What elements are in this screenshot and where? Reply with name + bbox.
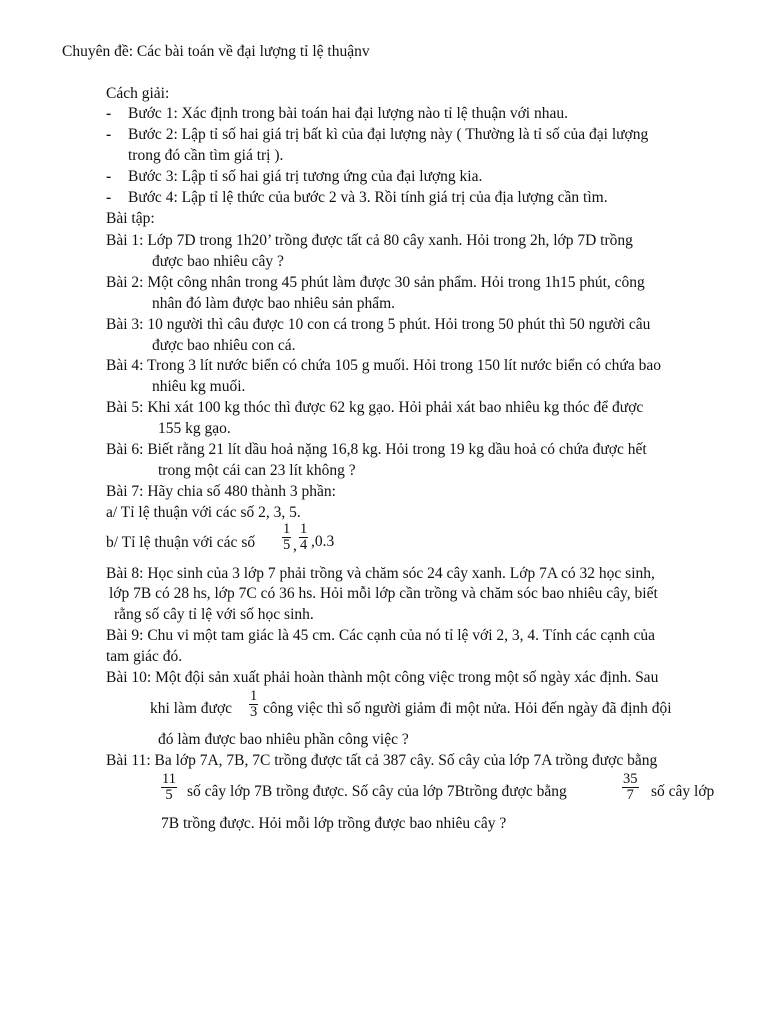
fraction-numerator: 1 xyxy=(250,688,258,704)
bullet-dash: - xyxy=(106,168,112,185)
exercise-1-line-1: Bài 1: Lớp 7D trong 1h20’ trồng được tất cả 80 cây xanh. Hỏi trong 2h, lớp 7D trồng xyxy=(106,232,633,249)
fraction-denominator: 5 xyxy=(283,537,291,553)
exercise-11-line-2-end: số cây lớp xyxy=(651,783,715,800)
exercise-1-line-2: được bao nhiêu cây ? xyxy=(152,253,284,270)
exercise-3-line-1: Bài 3: 10 người thì câu được 10 con cá trong 5 phút. Hỏi trong 50 phút thì 50 người câu xyxy=(106,316,651,333)
bullet-dash: - xyxy=(106,189,112,206)
exercise-8-line-1: Bài 8: Học sinh của 3 lớp 7 phải trồng và chăm sóc 24 cây xanh. Lớp 7A có 32 học sinh, xyxy=(106,565,655,582)
step-1: Bước 1: Xác định trong bài toán hai đại lượng nào tỉ lệ thuận với nhau. xyxy=(128,105,568,122)
exercise-7-line-1: Bài 7: Hãy chia số 480 thành 3 phần: xyxy=(106,483,336,500)
separator-comma: , xyxy=(293,537,297,554)
fraction-denominator: 3 xyxy=(250,704,258,720)
exercise-7-part-a: a/ Tỉ lệ thuận với các số 2, 3, 5. xyxy=(106,504,301,521)
exercise-5-line-2: 155 kg gạo. xyxy=(158,420,231,437)
exercise-11-line-2: số cây lớp 7B trồng được. Số cây của lớp 7Btrồng được bằng xyxy=(187,783,567,800)
step-3: Bước 3: Lập tỉ số hai giá trị tương ứng của đại lượng kia. xyxy=(128,168,483,185)
exercise-9-line-2: tam giác đó. xyxy=(106,648,183,665)
document-title: Chuyên đề: Các bài toán về đại lượng tỉ lệ thuậnv xyxy=(62,43,370,60)
exercise-5-line-1: Bài 5: Khi xát 100 kg thóc thì được 62 kg gạo. Hỏi phải xát bao nhiêu kg thóc để được xyxy=(106,399,644,416)
exercises-heading: Bài tập: xyxy=(106,210,155,227)
bullet-dash: - xyxy=(106,105,112,122)
fraction-one-fifth xyxy=(282,522,291,553)
exercise-2-line-1: Bài 2: Một công nhân trong 45 phút làm được 30 sản phẩm. Hỏi trong 1h15 phút, công xyxy=(106,274,645,291)
step-2-line-1: Bước 2: Lập tỉ số hai giá trị bất kì của đại lượng này ( Thường là tỉ số của đại lượng xyxy=(128,126,649,143)
fraction-denominator: 7 xyxy=(626,787,634,803)
exercise-4-line-2: nhiêu kg muối. xyxy=(152,378,246,395)
step-4: Bước 4: Lập tỉ lệ thức của bước 2 và 3. Rồi tính giá trị của địa lượng cần tìm. xyxy=(128,189,608,206)
step-2-line-2: trong đó cần tìm giá trị ). xyxy=(128,147,284,164)
exercise-2-line-2: nhân đó làm được bao nhiêu sản phẩm. xyxy=(152,295,396,312)
fraction-one-third xyxy=(249,689,258,720)
exercise-8-line-2: lớp 7B có 28 hs, lớp 7C có 36 hs. Hỏi mỗi lớp cần trồng và chăm sóc bao nhiêu cây, biết xyxy=(109,585,658,602)
fraction-numerator: 11 xyxy=(162,771,176,787)
exercise-7-part-b: b/ Tỉ lệ thuận với các số xyxy=(106,534,256,551)
exercise-6-line-1: Bài 6: Biết rằng 21 lít dầu hoả nặng 16,8 kg. Hỏi trong 19 kg dầu hoả có chứa được hết xyxy=(106,441,647,458)
fraction-denominator: 4 xyxy=(300,537,308,553)
exercise-7-part-b-end: ,0.3 xyxy=(311,533,335,550)
method-heading: Cách giải: xyxy=(106,85,170,102)
exercise-11-line-1: Bài 11: Ba lớp 7A, 7B, 7C trồng được tất cả 387 cây. Số cây của lớp 7A trồng được bằng xyxy=(106,752,658,769)
fraction-numerator: 35 xyxy=(623,771,638,787)
exercise-8-line-3: rằng số cây tỉ lệ với số học sinh. xyxy=(114,606,314,623)
fraction-numerator: 1 xyxy=(283,521,291,537)
exercise-10-line-2-end: công việc thì số người giảm đi một nửa. Hỏi đến ngày đã định đội xyxy=(263,700,672,717)
exercise-10-line-1: Bài 10: Một đội sản xuất phải hoàn thành một công việc trong một số ngày xác định. Sau xyxy=(106,669,659,686)
fraction-eleven-fifths xyxy=(161,772,177,803)
fraction-one-fourth xyxy=(299,522,308,553)
exercise-3-line-2: được bao nhiêu con cá. xyxy=(152,337,296,354)
bullet-dash: - xyxy=(106,126,112,143)
fraction-numerator: 1 xyxy=(300,521,308,537)
exercise-4-line-1: Bài 4: Trong 3 lít nước biển có chứa 105 g muối. Hỏi trong 150 lít nước biển có chứa bao xyxy=(106,357,661,374)
exercise-10-line-2: khi làm được xyxy=(150,700,233,717)
exercise-11-line-3: 7B trồng được. Hỏi mỗi lớp trồng được bao nhiêu cây ? xyxy=(161,815,507,832)
fraction-thirtyfive-sevenths xyxy=(622,772,639,803)
exercise-10-line-3: đó làm được bao nhiêu phần công việc ? xyxy=(158,731,409,748)
fraction-denominator: 5 xyxy=(165,787,173,803)
exercise-9-line-1: Bài 9: Chu vi một tam giác là 45 cm. Các cạnh của nó tỉ lệ với 2, 3, 4. Tính các cạnh của xyxy=(106,627,655,644)
exercise-6-line-2: trong một cái can 23 lít không ? xyxy=(158,462,356,479)
